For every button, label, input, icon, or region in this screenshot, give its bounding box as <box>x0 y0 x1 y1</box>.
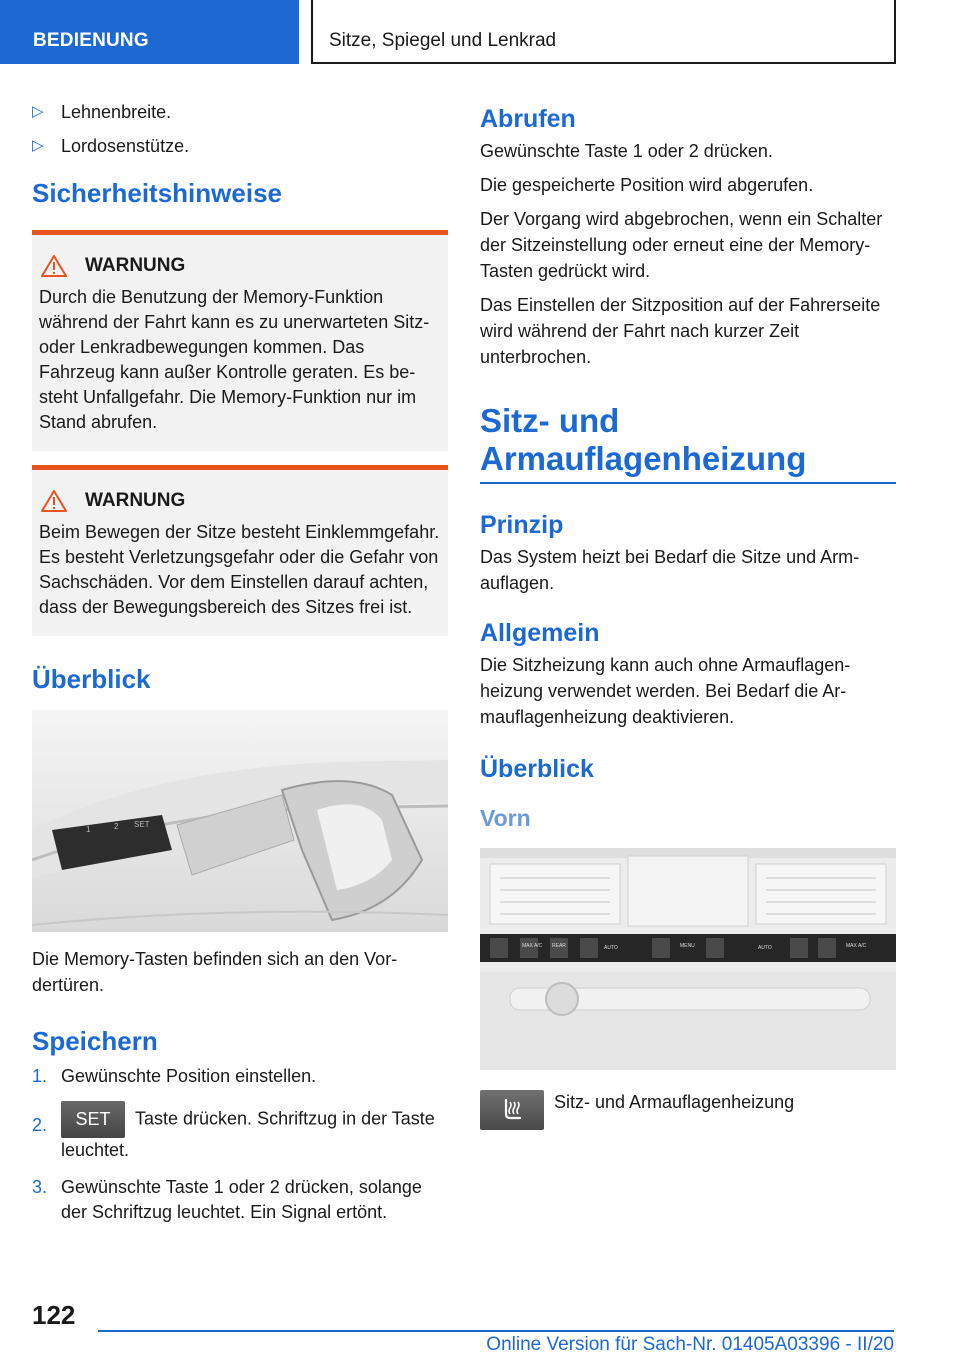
panel-label: MAX A/C <box>846 943 867 949</box>
warning-label: WARNUNG <box>85 255 186 276</box>
list-item: ▷ Lordosenstütze. <box>32 136 190 156</box>
heating-heading-block <box>480 402 896 484</box>
panel-label: REAR <box>552 943 566 949</box>
heating-heading-line-1: Sitz- und <box>480 402 620 439</box>
legend-row <box>480 1090 896 1130</box>
paragraph: Das Einstellen der Sitzposition auf der Fahrerseite wird während der Fahrt nach kurzer Zeit unterbrochen. <box>480 295 881 367</box>
principle-heading: Prinzip <box>480 511 564 539</box>
warning-text: Beim Bewegen der Sitze besteht Einklemmgefahr. Es besteht Verletzungsgefahr oder die Gefahr von Sachschäden. Vor dem Einstellen darauf achten, dass der Bewegungsbereich des Sitzes frei ist. <box>39 522 440 617</box>
memory-button-set: SET <box>134 820 150 829</box>
memory-button-2: 2 <box>114 822 119 831</box>
chapter-title: Sitze, Spiegel und Lenkrad <box>311 0 896 64</box>
paragraph: Gewünschte Taste 1 oder 2 drücken. <box>480 141 773 161</box>
footer-divider <box>98 1330 894 1332</box>
panel-label: MAX A/C <box>522 943 543 949</box>
set-key-icon: SET <box>61 1101 125 1138</box>
recall-heading: Abrufen <box>480 105 576 133</box>
paragraph: Der Vorgang wird abgebrochen, wenn ein Schalter der Sitzeinstellung oder erneut eine der Memory-Tasten gedrückt wird. <box>480 209 883 281</box>
panel-label: MENU <box>680 943 695 949</box>
panel-label: AUTO <box>604 945 618 951</box>
list-item: 3. Gewünschte Taste 1 oder 2 drücken, solange der Schriftzug leuchtet. Ein Signal ertönt. <box>32 1177 422 1222</box>
online-version-note: Online Version für Sach-Nr. 01405A03396 - II/20 <box>486 1334 894 1355</box>
paragraph: Die Sitzheizung kann auch ohne Armauflagenheizung verwendet werden. Bei Bedarf die Armauflagenheizung deaktivieren. <box>480 655 851 727</box>
safety-heading: Sicherheitshinweise <box>32 178 282 208</box>
door-panel-illustration <box>32 710 448 932</box>
triangle-bullet-icon: ▷ <box>32 103 44 120</box>
heating-heading-line-2: Armauflagenheizung <box>480 440 807 477</box>
save-heading: Speichern <box>32 1026 158 1056</box>
climate-panel-photo <box>480 848 896 1070</box>
warning-box <box>32 230 448 451</box>
warning-triangle-icon <box>41 255 67 277</box>
general-heading: Allgemein <box>480 619 600 647</box>
overview-heading: Überblick <box>32 664 151 694</box>
warning-text: Durch die Benutzung der Memory-Funktion während der Fahrt kann es zu unerwarteten Sitz- oder Lenkradbewegungen kommen. Das Fahrzeug kann außer Kontrolle geraten. Es besteht Unfallgefahr. Die Memory-Funktion nur im Stand abrufen. <box>39 287 430 432</box>
warning-triangle-icon <box>41 490 67 512</box>
right-column <box>480 100 896 1130</box>
seat-heating-icon <box>480 1090 544 1130</box>
warning-box <box>32 465 448 636</box>
page-number: 122 <box>32 1300 76 1330</box>
warning-label: WARNUNG <box>85 490 186 511</box>
paragraph: Das System heizt bei Bedarf die Sitze und Armauflagen. <box>480 547 860 593</box>
photo-caption: Die Memory-Tasten befinden sich an den Vordertüren. <box>32 949 398 995</box>
door-memory-buttons-photo <box>32 710 448 932</box>
section-tab: BEDIENUNG <box>0 0 299 64</box>
overview-heading: Überblick <box>480 755 594 783</box>
list-item: 2. SET Taste drücken. Schriftzug in der Taste leuchtet. <box>32 1101 448 1163</box>
list-item: 1. Gewünschte Position einstellen. <box>32 1066 317 1086</box>
panel-label: AUTO <box>758 945 772 951</box>
left-column <box>32 100 448 1237</box>
legend-text: Sitz- und Armauflagenheizung <box>554 1092 795 1112</box>
triangle-bullet-icon: ▷ <box>32 137 44 154</box>
memory-button-1: 1 <box>86 825 91 834</box>
list-item: ▷ Lehnenbreite. <box>32 102 172 122</box>
climate-panel-illustration <box>480 848 896 1070</box>
paragraph: Die gespeicherte Position wird abgerufen. <box>480 175 814 195</box>
front-subheading: Vorn <box>480 805 531 831</box>
